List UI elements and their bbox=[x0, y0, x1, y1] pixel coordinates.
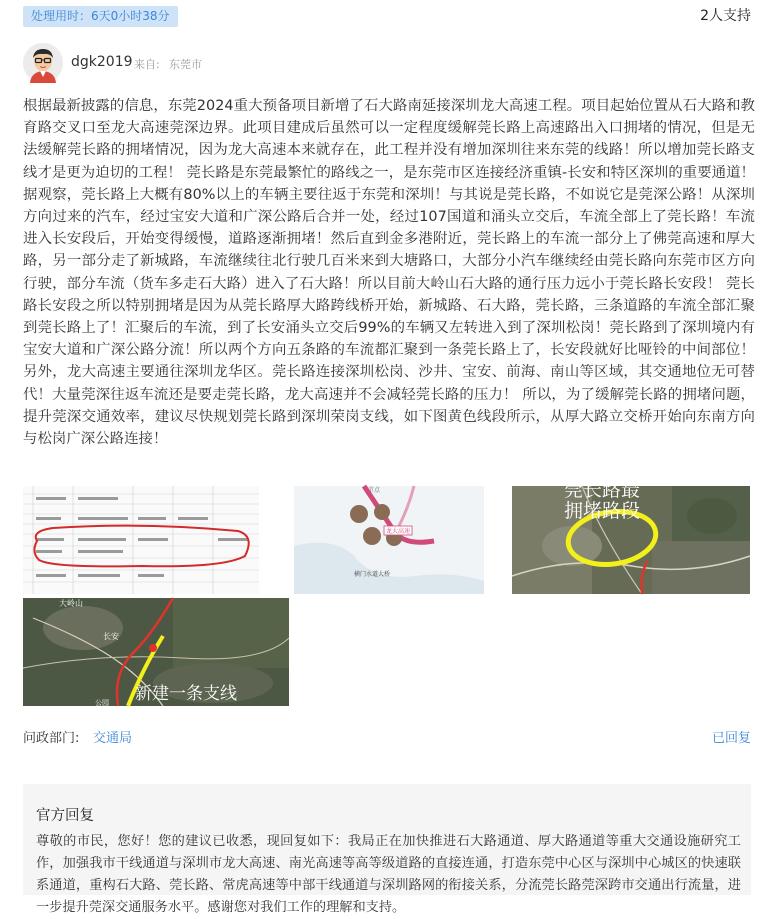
spreadsheet-thumbnail bbox=[23, 486, 259, 594]
avatar-icon bbox=[23, 43, 63, 83]
satellite-map-thumbnail bbox=[512, 479, 750, 594]
support-count[interactable]: 2人支持 bbox=[700, 8, 751, 24]
img2-label-2: 龙大高速 bbox=[385, 528, 411, 535]
satellite-map-thumbnail-2 bbox=[23, 598, 289, 706]
img4-overlay-text: 新建一条支线 bbox=[135, 684, 237, 704]
author-name[interactable]: dgk2019 bbox=[71, 54, 133, 70]
img4-label-1: 大岭山 bbox=[59, 599, 83, 608]
img2-label-3: 横门水道大桥 bbox=[354, 571, 391, 578]
official-reply-title: 官方回复 bbox=[36, 808, 94, 824]
status-row bbox=[23, 6, 753, 28]
post-content: 根据最新披露的信息，东莞2024重大预备项目新增了石大路南延接深圳龙大高速工程。项目起始位置从石大路和教育路交叉口至龙大高速莞深边界。此项目建成后虽然可以一定程度缓解莞长路上高速路出入口拥堵的情况，但是无法缓解莞长路的拥堵情况，因为龙大高速本来就存在，此工程并没有增加深圳往来东莞的线路！所以增加莞长路支线才是更为迫切的工程！ 莞长路是东莞最繁忙的路线之一，是东莞市区连接经济重镇-长安和特区深圳的重要通道！据观察，莞长路上大概有80%以上的车辆主要往返于东莞和深圳！与其说是莞长路，不如说它是莞深公路！从深圳方向过来的汽车，经过宝安大道和广深公路后合并一处，经过107国道和涌头立交后，车流全部上了莞长路！车流进入长安段后，开始变得缓慢，道路逐渐拥堵！然后直到金多港附近，莞长路上的车流一部分上了佛莞高速和厚大路，另一部分走了新城路，车流继续往北行驶几百米来到大塘路口，大部分小汽车继续经由莞长路向东莞市区方向行驶，部分车流（货车多走石大路）进入了石大路！所以目前大岭山石大路的通行压力远小于莞长路长安段！ 莞长路长安段之所以特别拥堵是因为从莞长路厚大路跨线桥开始，新城路、石大路，莞长路，三条道路的车流全部汇聚到莞长路上了！汇聚后的车流，到了长安涌头立交后99%的车辆又左转进入到了深圳松岗！莞长路到了深圳境内有宝安大道和广深公路分流！所以两个方向五条路的车流都汇聚到一条莞长路上了，长安段就好比哑铃的中间部位！ 另外，龙大高速主要通往深圳龙华区。莞长路连接深圳松岗、沙井、宝安、前海、南山等区域，其交通地位无可替代！大量莞深往返车流还是要走莞长路，龙大高速并不会减轻莞长路的压力！ 所以，为了缓解莞长路的拥堵问题，提升莞深交通效率，建议尽快规划莞长路到深圳荣岗支线，如下图黄色线段所示，从厚大路立交桥开始向东南方向与松岗广深公路连接！ bbox=[23, 98, 755, 448]
processing-time-label: 处理用时： bbox=[31, 9, 92, 23]
img2-label-1: 节点 bbox=[367, 487, 381, 494]
img4-label-2: 长安 bbox=[103, 632, 119, 641]
reply-status[interactable]: 已回复 bbox=[711, 731, 751, 746]
author-row bbox=[23, 43, 423, 85]
img4-label-3: 公园 bbox=[95, 699, 109, 707]
img3-overlay-line-2: 拥堵路段 bbox=[564, 500, 641, 522]
attachment-image-3[interactable] bbox=[512, 479, 750, 594]
processing-time-badge bbox=[23, 6, 178, 27]
official-reply-text: 尊敬的市民，您好！您的建议已收悉，现回复如下：我局正在加快推进石大路通道、厚大路通道等重大交通设施研究工作，加强我市干线通道与深圳市龙大高速、南光高速等高等级道路的直接连通，打造东莞中心区与深圳中心城区的快速联系通道，重构石大路、莞长路、常虎高速等中部干线通道与深圳路网的衔接关系，分流莞长路莞深跨市交通出行流量，进一步提升莞深交通服务水平。感谢您对我们工作的理解和支持。 bbox=[36, 834, 741, 915]
attachment-image-4[interactable] bbox=[23, 598, 289, 706]
department-label: 问政部门: bbox=[23, 731, 80, 746]
img3-overlay-line-1: 莞长路最 bbox=[564, 479, 641, 501]
from-label: 来自: bbox=[134, 58, 160, 71]
attachment-image-2[interactable] bbox=[294, 486, 484, 594]
img3-overlay-text bbox=[564, 479, 646, 522]
avatar[interactable] bbox=[23, 43, 63, 83]
official-reply-box bbox=[23, 784, 751, 915]
processing-time-value: 6天0小时38分 bbox=[91, 9, 170, 23]
attachment-image-1[interactable] bbox=[23, 486, 259, 594]
from-value: 东莞市 bbox=[169, 58, 202, 71]
department-row bbox=[23, 727, 753, 747]
department-link[interactable]: 交通局 bbox=[93, 731, 133, 746]
map-thumbnail bbox=[294, 486, 484, 594]
